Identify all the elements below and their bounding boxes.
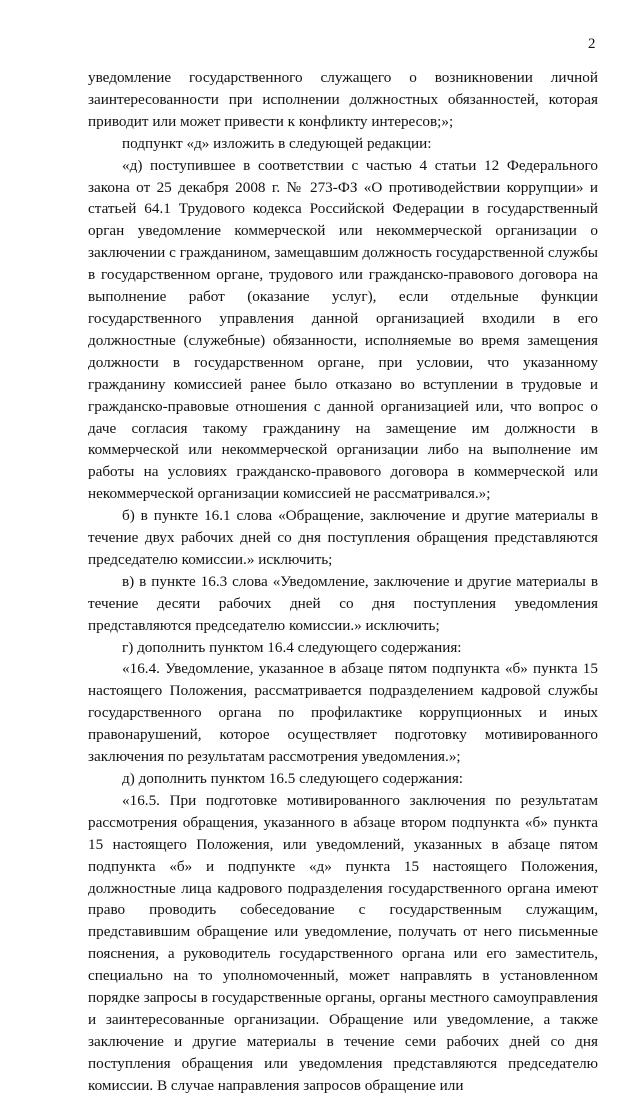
paragraph-item-b: б) в пункте 16.1 слова «Обращение, заключение и другие материалы в течение двух рабочих дней со дня поступления обращения представляются председателю комиссии.» исключить; [88, 507, 598, 568]
paragraph-point-16-4: «16.4. Уведомление, указанное в абзаце пятом подпункта «б» пункта 15 настоящего Положения, рассматривается подразделением кадровой службы государственного органа по профилактике коррупционных и иных правонарушений, которое осуществляет подготовку мотивированного заключения по результатам рассмотрения уведомления.»; [88, 660, 598, 766]
paragraph-item-v: в) в пункте 16.3 слова «Уведомление, заключение и другие материалы в течение десяти рабочих дней со дня поступления уведомления представляются председателю комиссии.» исключить; [88, 572, 598, 634]
paragraph-continuation: уведомление государственного служащего о возникновении личной заинтересованности при исполнении должностных обязанностей, которая приводит или может привести к конфликту интересов;»; [88, 69, 598, 130]
paragraph-subpoint-d-text: «д) поступившее в соответствии с частью 4 статьи 12 Федерального закона от 25 декабря 2008 г. № 273-ФЗ «О противодействии коррупции» и статьей 64.1 Трудового кодекса Российской Федерации в государственный орган уведомление коммерческой или некоммерческой организации о заключении с гражданином, замещавшим должность государственной службы в государственном органе, трудового или гражданско-правового договора на выполнение работ (оказание услуг), если отдельные функции государственного управления данной организацией входили в его должностные (служебные) обязанности, исполняемые во время замещения должности в государственном органе, при условии, что указанному гражданину комиссией ранее было отказано во вступлении в трудовые и гражданско-правовые отношения с данной организацией или, что вопрос о даче согласия такому гражданину на замещение им должности в коммерческой или некоммерческой организации либо на выполнение им работы на условиях гражданско-правового договора в коммерческой или некоммерческой организации комиссией не рассматривался.»; [88, 156, 598, 503]
page-number: 2 [588, 36, 596, 52]
paragraph-point-16-5: «16.5. При подготовке мотивированного заключения по результатам рассмотрения обращения, указанного в абзаце втором подпункта «б» пункта 15 настоящего Положения, или уведомлений, указанных в абзаце пятом подпункта «б» и подпункте «д» пункта 15 настоящего Положения, должностные лица кадрового подразделения государственного органа имеют право проводить собеседование с государственным служащим, представившим обращение или уведомление, получать от него письменные пояснения, а руководитель государственного органа или его заместитель, специально на то уполномоченный, может направлять в установленном порядке запросы в государственные органы, органы местного самоуправления и заинтересованные организации. Обращение или уведомление, а также заключение и другие материалы в течение семи рабочих дней со дня поступления обращения или уведомления представляются председателю комиссии. В случае направления запросов обращение или [88, 791, 598, 1094]
paragraph-item-d: д) дополнить пунктом 16.5 следующего содержания: [122, 770, 464, 787]
paragraph-item-g: г) дополнить пунктом 16.4 следующего содержания: [122, 638, 462, 656]
paragraph-subpoint-d-intro: подпункт «д» изложить в следующей редакции: [122, 134, 432, 152]
document-body [88, 67, 598, 1097]
